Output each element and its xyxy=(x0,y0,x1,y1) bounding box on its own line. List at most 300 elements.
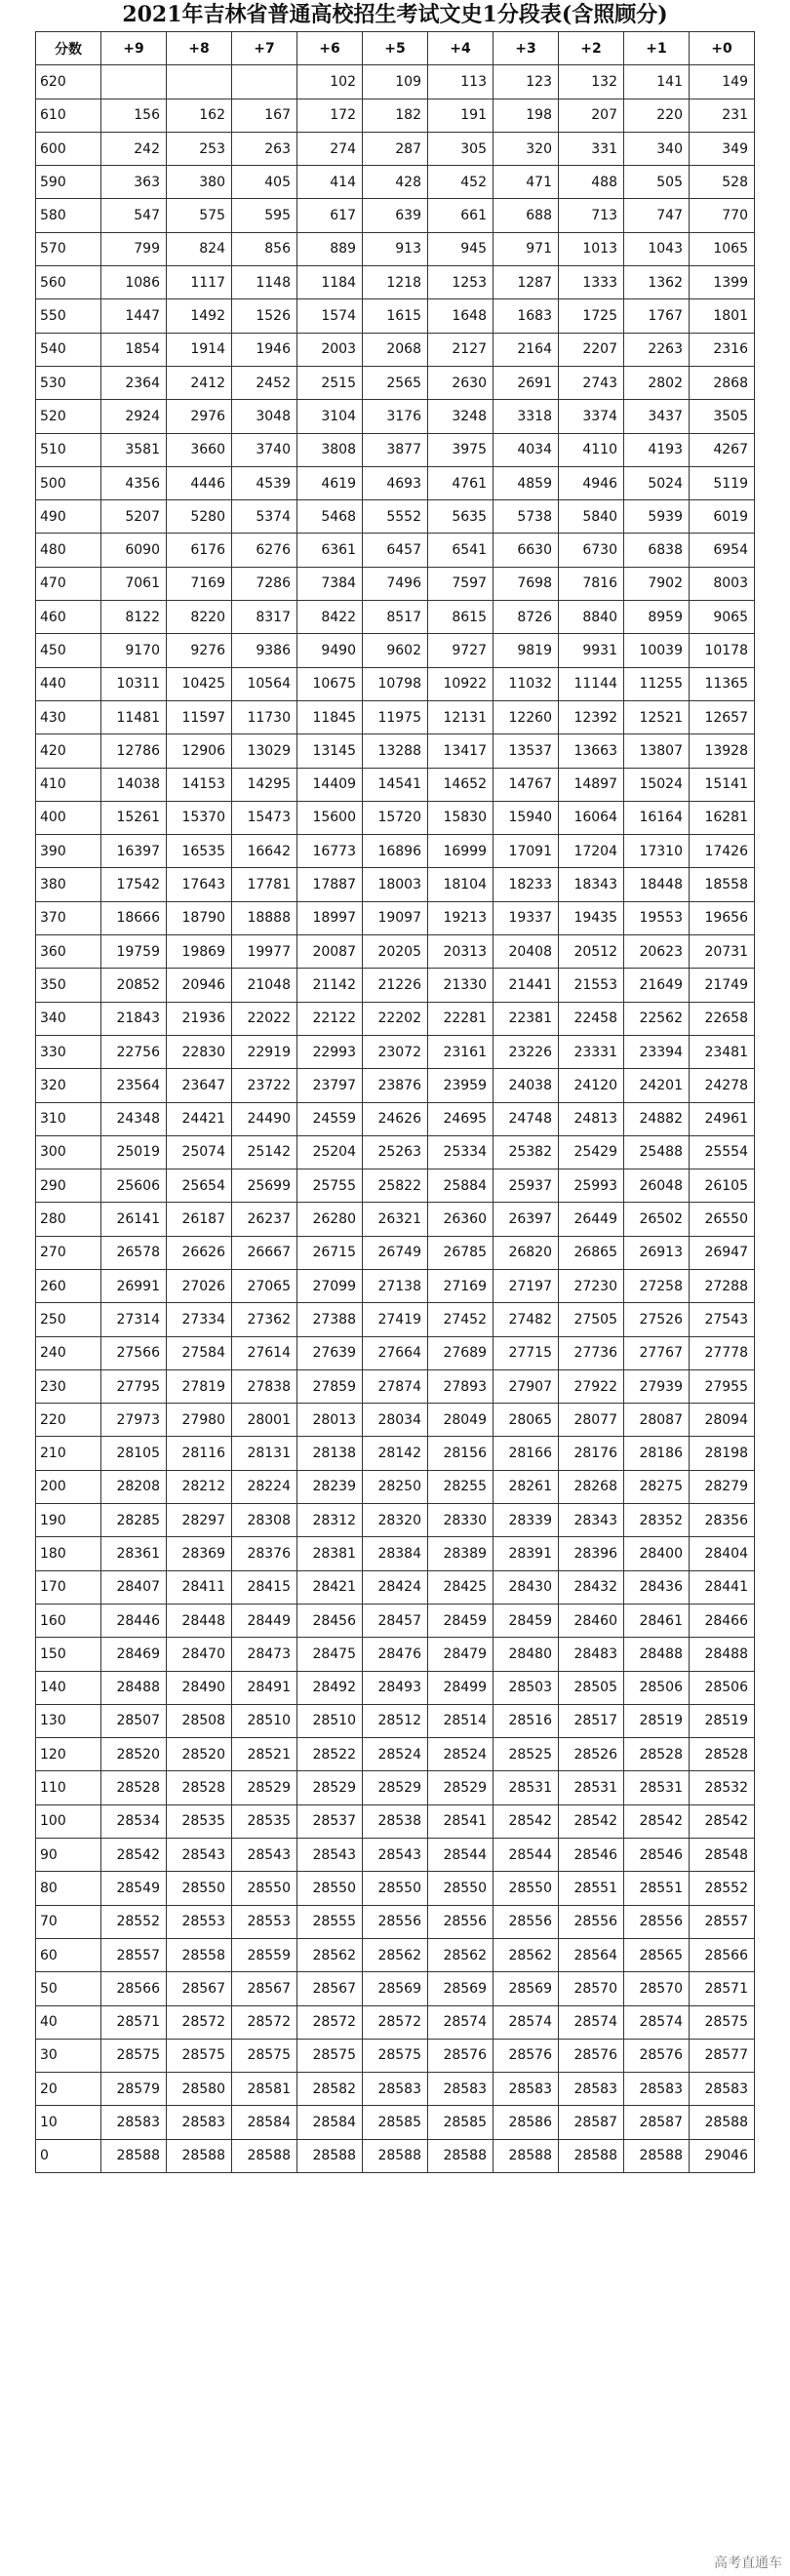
count-cell: 7061 xyxy=(101,567,167,600)
count-cell: 17310 xyxy=(624,835,690,868)
count-cell: 2630 xyxy=(428,366,494,399)
table-row xyxy=(36,1336,755,1369)
count-cell: 7496 xyxy=(363,567,428,600)
score-cell: 440 xyxy=(36,667,101,700)
count-cell: 20408 xyxy=(494,935,559,969)
count-cell: 28546 xyxy=(559,1839,624,1872)
count-cell: 141 xyxy=(624,65,690,99)
count-cell: 28526 xyxy=(559,1738,624,1771)
count-cell: 26913 xyxy=(624,1236,690,1269)
count-cell: 28585 xyxy=(428,2106,494,2139)
count-cell: 28396 xyxy=(559,1537,624,1570)
count-cell: 27980 xyxy=(167,1404,232,1437)
count-cell: 28574 xyxy=(428,2005,494,2039)
count-cell: 28581 xyxy=(232,2073,297,2106)
count-cell: 1086 xyxy=(101,266,167,299)
count-cell xyxy=(232,65,297,99)
count-cell: 28034 xyxy=(363,1404,428,1437)
count-cell: 28411 xyxy=(167,1570,232,1604)
count-cell: 28586 xyxy=(494,2106,559,2139)
count-cell: 28585 xyxy=(363,2106,428,2139)
count-cell: 28542 xyxy=(690,1804,755,1838)
count-cell: 10798 xyxy=(363,667,428,700)
count-cell: 8220 xyxy=(167,601,232,634)
count-cell: 28343 xyxy=(559,1504,624,1537)
count-cell: 27689 xyxy=(428,1336,494,1369)
count-cell: 25993 xyxy=(559,1169,624,1203)
count-cell: 28542 xyxy=(559,1804,624,1838)
count-cell: 28542 xyxy=(494,1804,559,1838)
count-cell: 253 xyxy=(167,132,232,165)
count-cell: 28569 xyxy=(428,1972,494,2005)
count-cell: 28550 xyxy=(232,1872,297,1905)
count-cell: 405 xyxy=(232,166,297,199)
count-cell: 27715 xyxy=(494,1336,559,1369)
count-cell: 28470 xyxy=(167,1638,232,1671)
count-cell: 28330 xyxy=(428,1504,494,1537)
count-cell: 5939 xyxy=(624,500,690,534)
score-cell: 450 xyxy=(36,634,101,667)
count-cell: 28421 xyxy=(297,1570,363,1604)
count-cell: 28432 xyxy=(559,1570,624,1604)
count-cell: 27907 xyxy=(494,1369,559,1403)
count-cell: 172 xyxy=(297,99,363,132)
count-cell: 4446 xyxy=(167,466,232,499)
count-cell: 21649 xyxy=(624,969,690,1002)
count-cell: 28522 xyxy=(297,1738,363,1771)
count-cell: 18448 xyxy=(624,868,690,901)
count-cell: 28550 xyxy=(363,1872,428,1905)
score-cell: 390 xyxy=(36,835,101,868)
count-cell: 28320 xyxy=(363,1504,428,1537)
count-cell: 27065 xyxy=(232,1269,297,1302)
count-cell: 28473 xyxy=(232,1638,297,1671)
score-cell: 410 xyxy=(36,768,101,801)
score-cell: 150 xyxy=(36,1638,101,1671)
count-cell: 26626 xyxy=(167,1236,232,1269)
count-cell: 19097 xyxy=(363,901,428,934)
count-cell: 7597 xyxy=(428,567,494,600)
count-cell: 7169 xyxy=(167,567,232,600)
count-cell: 26578 xyxy=(101,1236,167,1269)
count-cell: 28176 xyxy=(559,1437,624,1470)
count-cell: 13928 xyxy=(690,734,755,768)
count-cell: 28531 xyxy=(559,1771,624,1804)
table-row xyxy=(36,1771,755,1804)
column-header: +3 xyxy=(494,32,559,65)
count-cell: 27314 xyxy=(101,1303,167,1336)
table-row xyxy=(36,567,755,600)
table-row xyxy=(36,634,755,667)
count-cell: 17542 xyxy=(101,868,167,901)
count-cell: 28574 xyxy=(559,2005,624,2039)
count-cell: 20852 xyxy=(101,969,167,1002)
count-cell: 3248 xyxy=(428,400,494,433)
count-cell: 889 xyxy=(297,232,363,265)
count-cell: 28577 xyxy=(690,2039,755,2072)
count-cell: 28208 xyxy=(101,1470,167,1503)
count-cell: 28460 xyxy=(559,1604,624,1637)
count-cell: 5468 xyxy=(297,500,363,534)
count-cell: 26397 xyxy=(494,1203,559,1236)
count-cell: 156 xyxy=(101,99,167,132)
count-cell: 28376 xyxy=(232,1537,297,1570)
count-cell: 9170 xyxy=(101,634,167,667)
score-cell: 420 xyxy=(36,734,101,768)
count-cell: 27893 xyxy=(428,1369,494,1403)
count-cell: 617 xyxy=(297,199,363,232)
count-cell: 167 xyxy=(232,99,297,132)
count-cell: 27639 xyxy=(297,1336,363,1369)
count-cell: 28575 xyxy=(363,2039,428,2072)
count-cell: 18233 xyxy=(494,868,559,901)
count-cell: 162 xyxy=(167,99,232,132)
count-cell: 28001 xyxy=(232,1404,297,1437)
count-cell: 28490 xyxy=(167,1671,232,1704)
count-cell: 28576 xyxy=(624,2039,690,2072)
count-cell: 363 xyxy=(101,166,167,199)
count-cell: 8422 xyxy=(297,601,363,634)
count-cell: 28077 xyxy=(559,1404,624,1437)
count-cell: 28543 xyxy=(363,1839,428,1872)
count-cell: 28551 xyxy=(624,1872,690,1905)
count-cell: 23226 xyxy=(494,1035,559,1068)
count-cell: 28339 xyxy=(494,1504,559,1537)
count-cell: 28551 xyxy=(559,1872,624,1905)
count-cell: 27859 xyxy=(297,1369,363,1403)
count-cell: 12906 xyxy=(167,734,232,768)
count-cell: 3048 xyxy=(232,400,297,433)
count-cell: 28575 xyxy=(297,2039,363,2072)
count-cell: 17887 xyxy=(297,868,363,901)
count-cell: 13288 xyxy=(363,734,428,768)
count-cell: 26715 xyxy=(297,1236,363,1269)
count-cell: 28510 xyxy=(297,1704,363,1737)
count-cell: 1399 xyxy=(690,266,755,299)
count-cell: 28588 xyxy=(101,2139,167,2172)
count-cell: 28297 xyxy=(167,1504,232,1537)
count-cell: 27197 xyxy=(494,1269,559,1302)
score-cell: 40 xyxy=(36,2005,101,2039)
count-cell: 182 xyxy=(363,99,428,132)
count-cell: 28532 xyxy=(690,1771,755,1804)
count-cell: 28457 xyxy=(363,1604,428,1637)
count-cell: 26360 xyxy=(428,1203,494,1236)
count-cell: 1184 xyxy=(297,266,363,299)
count-cell: 28520 xyxy=(101,1738,167,1771)
count-cell: 28415 xyxy=(232,1570,297,1604)
score-cell: 110 xyxy=(36,1771,101,1804)
count-cell: 28562 xyxy=(297,1938,363,1971)
column-header: +6 xyxy=(297,32,363,65)
count-cell: 9386 xyxy=(232,634,297,667)
count-cell: 25884 xyxy=(428,1169,494,1203)
count-cell: 22122 xyxy=(297,1002,363,1035)
count-cell: 22281 xyxy=(428,1002,494,1035)
count-cell: 5738 xyxy=(494,500,559,534)
count-cell: 21749 xyxy=(690,969,755,1002)
count-cell: 12786 xyxy=(101,734,167,768)
count-cell: 2068 xyxy=(363,333,428,366)
count-cell: 6838 xyxy=(624,534,690,567)
count-cell: 28588 xyxy=(428,2139,494,2172)
count-cell: 6541 xyxy=(428,534,494,567)
column-header: +1 xyxy=(624,32,690,65)
count-cell: 16281 xyxy=(690,801,755,834)
count-cell: 23161 xyxy=(428,1035,494,1068)
column-header: +4 xyxy=(428,32,494,65)
count-cell: 28510 xyxy=(232,1704,297,1737)
count-cell: 28436 xyxy=(624,1570,690,1604)
count-cell: 27452 xyxy=(428,1303,494,1336)
count-cell: 15024 xyxy=(624,768,690,801)
count-cell: 28543 xyxy=(297,1839,363,1872)
score-cell: 340 xyxy=(36,1002,101,1035)
count-cell: 2565 xyxy=(363,366,428,399)
count-cell: 28492 xyxy=(297,1671,363,1704)
count-cell: 547 xyxy=(101,199,167,232)
count-cell: 28198 xyxy=(690,1437,755,1470)
count-cell: 28584 xyxy=(232,2106,297,2139)
count-cell: 23331 xyxy=(559,1035,624,1068)
score-cell: 360 xyxy=(36,935,101,969)
count-cell: 6457 xyxy=(363,534,428,567)
count-cell: 10922 xyxy=(428,667,494,700)
count-cell: 28588 xyxy=(363,2139,428,2172)
count-cell: 27482 xyxy=(494,1303,559,1336)
count-cell: 28459 xyxy=(494,1604,559,1637)
count-cell: 28576 xyxy=(428,2039,494,2072)
table-row xyxy=(36,700,755,733)
table-row xyxy=(36,1704,755,1737)
page-title: 2021年吉林省普通高校招生考试文史1分段表(含照顾分) xyxy=(122,2,668,27)
table-row xyxy=(36,1604,755,1637)
count-cell: 27778 xyxy=(690,1336,755,1369)
count-cell: 15141 xyxy=(690,768,755,801)
count-cell: 27767 xyxy=(624,1336,690,1369)
count-cell: 16535 xyxy=(167,835,232,868)
count-cell: 14038 xyxy=(101,768,167,801)
score-cell: 70 xyxy=(36,1905,101,1938)
count-cell: 28361 xyxy=(101,1537,167,1570)
count-cell: 471 xyxy=(494,166,559,199)
count-cell: 28186 xyxy=(624,1437,690,1470)
count-cell: 25937 xyxy=(494,1169,559,1203)
count-cell: 6954 xyxy=(690,534,755,567)
count-cell: 25429 xyxy=(559,1135,624,1169)
count-cell: 27026 xyxy=(167,1269,232,1302)
count-cell: 27955 xyxy=(690,1369,755,1403)
count-cell: 28475 xyxy=(297,1638,363,1671)
count-cell: 3808 xyxy=(297,433,363,466)
count-cell: 12657 xyxy=(690,700,755,733)
score-cell: 510 xyxy=(36,433,101,466)
score-cell: 90 xyxy=(36,1839,101,1872)
table-row xyxy=(36,1135,755,1169)
count-cell: 28255 xyxy=(428,1470,494,1503)
score-cell: 220 xyxy=(36,1404,101,1437)
count-cell: 17643 xyxy=(167,868,232,901)
count-cell: 287 xyxy=(363,132,428,165)
table-row xyxy=(36,1938,755,1971)
count-cell: 21330 xyxy=(428,969,494,1002)
count-cell: 27419 xyxy=(363,1303,428,1336)
table-row xyxy=(36,1437,755,1470)
count-cell: 25699 xyxy=(232,1169,297,1203)
table-row xyxy=(36,1804,755,1838)
table-row xyxy=(36,768,755,801)
count-cell: 6361 xyxy=(297,534,363,567)
count-cell: 10178 xyxy=(690,634,755,667)
score-cell: 50 xyxy=(36,1972,101,2005)
count-cell: 28531 xyxy=(494,1771,559,1804)
score-cell: 580 xyxy=(36,199,101,232)
count-cell: 28572 xyxy=(232,2005,297,2039)
score-cell: 540 xyxy=(36,333,101,366)
table-row xyxy=(36,166,755,199)
count-cell: 8959 xyxy=(624,601,690,634)
score-cell: 130 xyxy=(36,1704,101,1737)
count-cell: 28588 xyxy=(167,2139,232,2172)
count-cell: 1854 xyxy=(101,333,167,366)
count-cell: 6090 xyxy=(101,534,167,567)
count-cell: 1253 xyxy=(428,266,494,299)
count-cell: 28583 xyxy=(624,2073,690,2106)
count-cell: 28520 xyxy=(167,1738,232,1771)
count-cell: 28352 xyxy=(624,1504,690,1537)
count-cell: 13029 xyxy=(232,734,297,768)
score-cell: 610 xyxy=(36,99,101,132)
table-row xyxy=(36,333,755,366)
score-cell: 100 xyxy=(36,1804,101,1838)
count-cell: 28488 xyxy=(690,1638,755,1671)
count-cell: 856 xyxy=(232,232,297,265)
count-cell: 28131 xyxy=(232,1437,297,1470)
count-cell: 16896 xyxy=(363,835,428,868)
score-cell: 290 xyxy=(36,1169,101,1203)
count-cell: 28529 xyxy=(363,1771,428,1804)
count-cell: 12392 xyxy=(559,700,624,733)
count-cell: 28013 xyxy=(297,1404,363,1437)
count-cell: 24038 xyxy=(494,1069,559,1102)
count-cell: 28224 xyxy=(232,1470,297,1503)
count-cell: 24961 xyxy=(690,1102,755,1135)
count-cell: 22458 xyxy=(559,1002,624,1035)
count-cell: 16999 xyxy=(428,835,494,868)
count-cell: 28499 xyxy=(428,1671,494,1704)
count-cell: 9490 xyxy=(297,634,363,667)
count-cell: 28548 xyxy=(690,1839,755,1872)
table-row xyxy=(36,1872,755,1905)
count-cell: 28562 xyxy=(494,1938,559,1971)
count-cell: 19213 xyxy=(428,901,494,934)
count-cell: 28567 xyxy=(232,1972,297,2005)
count-cell: 27334 xyxy=(167,1303,232,1336)
count-cell: 28570 xyxy=(624,1972,690,2005)
count-cell: 23876 xyxy=(363,1069,428,1102)
score-cell: 560 xyxy=(36,266,101,299)
count-cell: 20623 xyxy=(624,935,690,969)
count-cell: 2364 xyxy=(101,366,167,399)
count-cell: 28166 xyxy=(494,1437,559,1470)
count-cell: 2164 xyxy=(494,333,559,366)
count-cell: 28312 xyxy=(297,1504,363,1537)
table-row xyxy=(36,199,755,232)
column-header: +7 xyxy=(232,32,297,65)
count-cell: 1043 xyxy=(624,232,690,265)
count-cell: 109 xyxy=(363,65,428,99)
count-cell: 17204 xyxy=(559,835,624,868)
count-cell: 28587 xyxy=(624,2106,690,2139)
count-cell: 4356 xyxy=(101,466,167,499)
table-row xyxy=(36,132,755,165)
count-cell: 14897 xyxy=(559,768,624,801)
count-cell: 28579 xyxy=(101,2073,167,2106)
table-body xyxy=(36,65,755,2173)
count-cell: 26667 xyxy=(232,1236,297,1269)
score-cell: 20 xyxy=(36,2073,101,2106)
score-cell: 160 xyxy=(36,1604,101,1637)
count-cell: 26991 xyxy=(101,1269,167,1302)
count-cell: 28049 xyxy=(428,1404,494,1437)
count-cell: 25755 xyxy=(297,1169,363,1203)
count-cell: 28389 xyxy=(428,1537,494,1570)
count-cell: 3975 xyxy=(428,433,494,466)
count-cell: 28469 xyxy=(101,1638,167,1671)
count-cell: 26449 xyxy=(559,1203,624,1236)
count-cell: 25019 xyxy=(101,1135,167,1169)
count-cell: 11597 xyxy=(167,700,232,733)
count-cell: 27543 xyxy=(690,1303,755,1336)
count-cell: 13807 xyxy=(624,734,690,768)
count-cell: 28574 xyxy=(494,2005,559,2039)
count-cell: 28550 xyxy=(297,1872,363,1905)
count-cell: 28541 xyxy=(428,1804,494,1838)
count-cell: 747 xyxy=(624,199,690,232)
score-cell: 480 xyxy=(36,534,101,567)
score-cell: 520 xyxy=(36,400,101,433)
count-cell: 14541 xyxy=(363,768,428,801)
count-cell: 24626 xyxy=(363,1102,428,1135)
count-cell: 340 xyxy=(624,132,690,165)
count-cell: 22830 xyxy=(167,1035,232,1068)
count-cell: 29046 xyxy=(690,2139,755,2172)
count-cell: 1914 xyxy=(167,333,232,366)
count-cell: 528 xyxy=(690,166,755,199)
count-cell: 3104 xyxy=(297,400,363,433)
count-cell: 28156 xyxy=(428,1437,494,1470)
count-cell: 27939 xyxy=(624,1369,690,1403)
count-cell: 349 xyxy=(690,132,755,165)
table-row xyxy=(36,935,755,969)
count-cell: 220 xyxy=(624,99,690,132)
count-cell: 26865 xyxy=(559,1236,624,1269)
count-cell: 11144 xyxy=(559,667,624,700)
count-cell: 27614 xyxy=(232,1336,297,1369)
count-cell: 27258 xyxy=(624,1269,690,1302)
table-row xyxy=(36,1537,755,1570)
count-cell: 24748 xyxy=(494,1102,559,1135)
count-cell: 2003 xyxy=(297,333,363,366)
count-cell: 770 xyxy=(690,199,755,232)
count-cell: 3740 xyxy=(232,433,297,466)
table-row xyxy=(36,1002,755,1035)
count-cell: 27566 xyxy=(101,1336,167,1369)
count-cell: 28519 xyxy=(624,1704,690,1737)
count-cell: 331 xyxy=(559,132,624,165)
count-cell: 639 xyxy=(363,199,428,232)
count-cell: 28094 xyxy=(690,1404,755,1437)
